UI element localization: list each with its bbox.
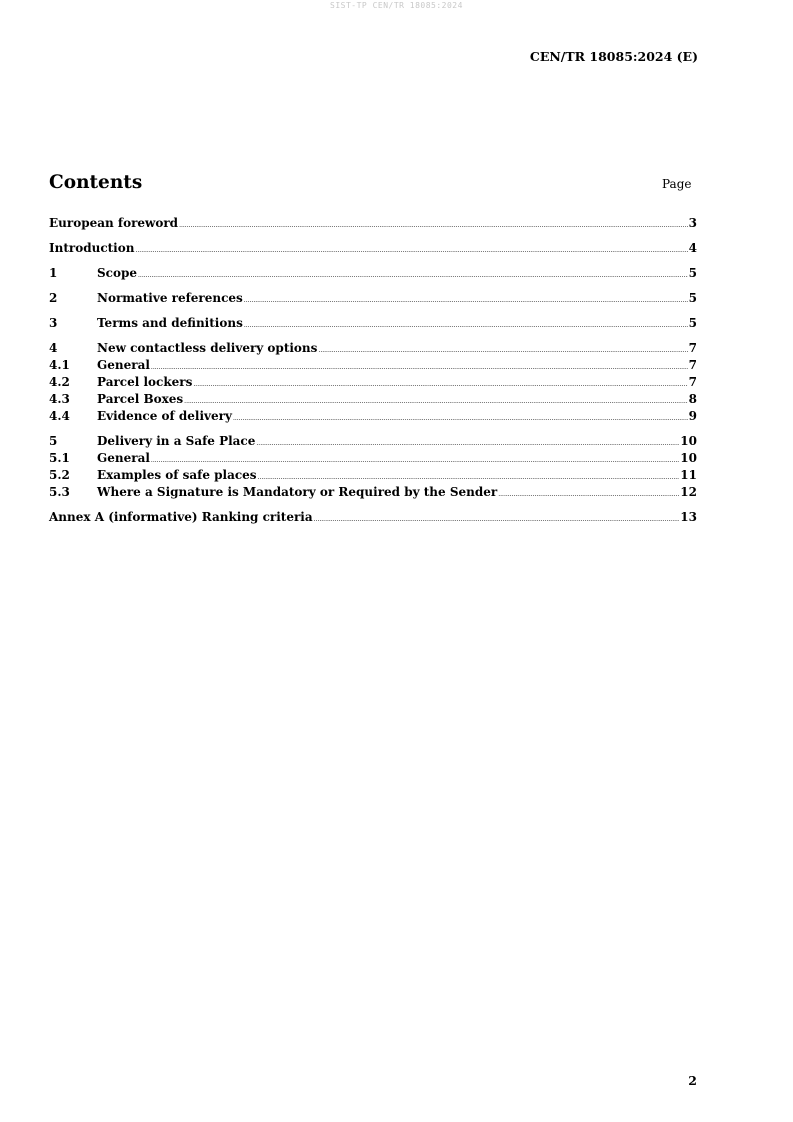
toc-entry[interactable]	[49, 408, 697, 425]
toc-entry-page: 4	[688, 241, 697, 255]
toc-leader-dots	[498, 484, 679, 503]
toc-entry[interactable]	[49, 391, 697, 408]
toc-entry-number: 4.3	[49, 392, 70, 406]
toc-leader-dots	[244, 290, 688, 309]
toc-entry[interactable]	[49, 290, 697, 307]
toc-entry-page: 10	[680, 451, 697, 465]
page-column-label: Page	[662, 177, 692, 191]
toc-entry-title: Where a Signature is Mandatory or Required by the Sender	[97, 485, 498, 499]
toc-leader-dots	[135, 240, 687, 259]
toc-entry-number: 4.4	[49, 409, 70, 423]
toc-entry-page: 5	[688, 266, 697, 280]
toc-entry-number: 5.2	[49, 468, 70, 482]
toc-entry-page: 11	[680, 468, 697, 482]
toc-entry-page: 12	[680, 485, 697, 499]
toc-entry[interactable]	[49, 450, 697, 467]
toc-entry-number: 4	[49, 341, 58, 355]
toc-entry-page: 7	[688, 358, 697, 372]
watermark: SIST-TP CEN/TR 18085:2024	[330, 1, 463, 10]
toc-entry[interactable]	[49, 215, 697, 232]
toc-entry-number: 5.1	[49, 451, 70, 465]
toc-entry[interactable]	[49, 509, 697, 526]
toc-entry-number: 5	[49, 434, 58, 448]
toc-entry[interactable]	[49, 240, 697, 257]
toc-entry-page: 3	[688, 216, 697, 230]
toc-leader-dots	[314, 509, 680, 528]
toc-entry-number: 2	[49, 291, 58, 305]
toc-entry[interactable]	[49, 340, 697, 357]
toc-entry-title: New contactless delivery options	[97, 341, 318, 355]
toc-entry-page: 13	[680, 510, 697, 524]
page-number: 2	[688, 1073, 697, 1088]
toc-entry-title: Introduction	[49, 241, 135, 255]
toc-entry-page: 8	[688, 392, 697, 406]
toc-entry-page: 10	[680, 434, 697, 448]
toc-entry-page: 5	[688, 316, 697, 330]
toc-entry[interactable]	[49, 467, 697, 484]
toc-entry-number: 3	[49, 316, 58, 330]
toc-entry-number: 1	[49, 266, 58, 280]
toc-entry-number: 5.3	[49, 485, 70, 499]
toc-entry-title: Delivery in a Safe Place	[97, 434, 256, 448]
toc-entry-number: 4.2	[49, 375, 70, 389]
toc-entry[interactable]	[49, 374, 697, 391]
toc-entry-page: 9	[688, 409, 697, 423]
toc-entry-page: 5	[688, 291, 697, 305]
toc-entry[interactable]	[49, 357, 697, 374]
toc-entry[interactable]	[49, 315, 697, 332]
toc-entry[interactable]	[49, 265, 697, 282]
contents-title: Contents	[49, 172, 143, 193]
toc-entry-title: European foreword	[49, 216, 179, 230]
toc-entry-page: 7	[688, 341, 697, 355]
toc-leader-dots	[244, 315, 688, 334]
toc-entry-title: Parcel lockers	[97, 375, 193, 389]
toc-leader-dots	[138, 265, 688, 284]
toc-entry-title: Terms and definitions	[97, 316, 243, 330]
toc-entry-title: Scope	[97, 266, 138, 280]
toc-entry-title: General	[97, 451, 150, 465]
toc-entry-page: 7	[688, 375, 697, 389]
toc-entry-title: Examples of safe places	[97, 468, 257, 482]
toc-entry-number: 4.1	[49, 358, 70, 372]
toc-entry[interactable]	[49, 484, 697, 501]
toc-leader-dots	[233, 408, 688, 427]
toc-entry-title: Evidence of delivery	[97, 409, 232, 423]
toc-entry-title: Normative references	[97, 291, 243, 305]
toc-entry-title: Parcel Boxes	[97, 392, 184, 406]
toc-entry[interactable]	[49, 433, 697, 450]
toc-entry-title: Annex A (informative) Ranking criteria	[49, 510, 313, 524]
toc-leader-dots	[179, 215, 688, 234]
toc-entry-title: General	[97, 358, 150, 372]
table-of-contents	[49, 215, 697, 526]
document-id: CEN/TR 18085:2024 (E)	[529, 49, 698, 64]
